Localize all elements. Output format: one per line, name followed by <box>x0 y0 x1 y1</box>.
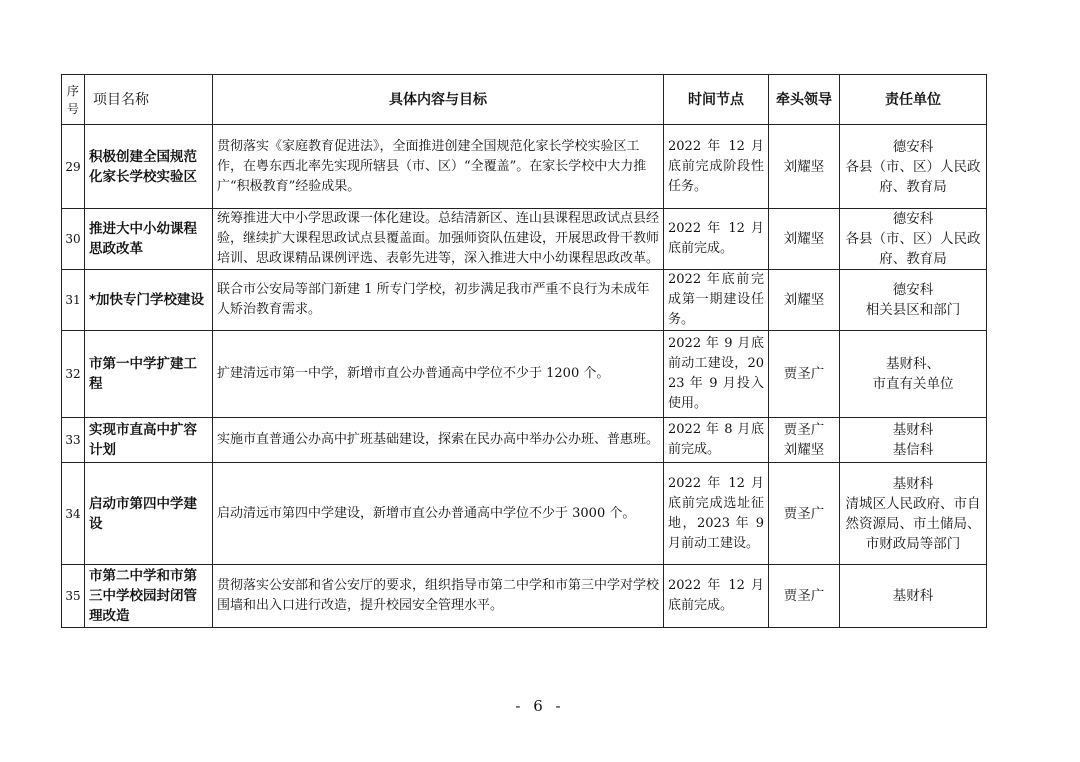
time-node: 2022 年底前完成第一期建设任务。 <box>664 270 769 331</box>
table-row <box>62 209 987 270</box>
project-name: 推进大中小幼课程思政改革 <box>85 209 213 270</box>
project-name: 积极创建全国规范化家长学校实验区 <box>85 125 213 209</box>
responsible-unit: 基财科 清城区人民政府、市自然资源局、市土储局、市财政局等部门 <box>840 463 987 565</box>
lead-leader: 贾圣广 <box>769 331 840 418</box>
project-name: 实现市直高中扩容计划 <box>85 418 213 463</box>
lead-leader: 刘耀坚 <box>769 125 840 209</box>
responsible-unit: 德安科 相关县区和部门 <box>840 270 987 331</box>
project-name: *加快专门学校建设 <box>85 270 213 331</box>
lead-leader: 贾圣广 刘耀坚 <box>769 418 840 463</box>
responsible-unit: 基财科 <box>840 565 987 628</box>
row-number: 35 <box>62 565 85 628</box>
project-name: 市第一中学扩建工程 <box>85 331 213 418</box>
header-name: 项目名称 <box>85 75 213 125</box>
project-name: 市第二中学和市第三中学校园封闭管理改造 <box>85 565 213 628</box>
table-row <box>62 565 987 628</box>
responsible-unit: 基财科、 市直有关单位 <box>840 331 987 418</box>
content-goal: 统筹推进大中小学思政课一体化建设。总结清新区、连山县课程思政试点县经验，继续扩大课程思政试点县覆盖面。加强师资队伍建设，开展思政骨干教师培训、思政课精品课例评选、表彰先进等，深入推进大中小幼课程思政改革。 <box>213 209 664 270</box>
responsible-unit: 德安科 各县（市、区）人民政府、教育局 <box>840 125 987 209</box>
table-row <box>62 270 987 331</box>
header-no: 序号 <box>62 75 85 125</box>
page-number: - 6 - <box>515 697 565 715</box>
row-number: 30 <box>62 209 85 270</box>
lead-leader: 刘耀坚 <box>769 270 840 331</box>
project-name: 启动市第四中学建设 <box>85 463 213 565</box>
row-number: 33 <box>62 418 85 463</box>
row-number: 34 <box>62 463 85 565</box>
table-row <box>62 418 987 463</box>
responsible-unit: 基财科 基信科 <box>840 418 987 463</box>
task-table <box>61 74 987 628</box>
row-number: 32 <box>62 331 85 418</box>
time-node: 2022 年 8 月底前完成。 <box>664 418 769 463</box>
table-row <box>62 125 987 209</box>
content-goal: 启动清远市第四中学建设，新增市直公办普通高中学位不少于 3000 个。 <box>213 463 664 565</box>
time-node: 2022 年 12 月底前完成选址征地，2023 年 9 月前动工建设。 <box>664 463 769 565</box>
content-goal: 实施市直普通公办高中扩班基础建设，探索在民办高中举办公办班、普惠班。 <box>213 418 664 463</box>
header-content: 具体内容与目标 <box>213 75 664 125</box>
time-node: 2022 年 12 月底前完成阶段性任务。 <box>664 125 769 209</box>
content-goal: 贯彻落实《家庭教育促进法》，全面推进创建全国规范化家长学校实验区工作，在粤东西北率先实现所辖县（市、区）“全覆盖”。在家长学校中大力推广“积极教育”经验成果。 <box>213 125 664 209</box>
lead-leader: 刘耀坚 <box>769 209 840 270</box>
header-time: 时间节点 <box>664 75 769 125</box>
content-goal: 扩建清远市第一中学，新增市直公办普通高中学位不少于 1200 个。 <box>213 331 664 418</box>
time-node: 2022 年 9 月底前动工建设，2023 年 9 月投入使用。 <box>664 331 769 418</box>
header-row <box>62 75 987 125</box>
row-number: 31 <box>62 270 85 331</box>
time-node: 2022 年 12 月底前完成。 <box>664 209 769 270</box>
lead-leader: 贾圣广 <box>769 463 840 565</box>
time-node: 2022 年 12 月底前完成。 <box>664 565 769 628</box>
content-goal: 联合市公安局等部门新建 1 所专门学校，初步满足我市严重不良行为未成年人矫治教育需求。 <box>213 270 664 331</box>
header-unit: 责任单位 <box>840 75 987 125</box>
header-lead: 牵头领导 <box>769 75 840 125</box>
content-goal: 贯彻落实公安部和省公安厅的要求，组织指导市第二中学和市第三中学对学校围墙和出入口进行改造，提升校园安全管理水平。 <box>213 565 664 628</box>
responsible-unit: 德安科 各县（市、区）人民政府、教育局 <box>840 209 987 270</box>
row-number: 29 <box>62 125 85 209</box>
table-row <box>62 331 987 418</box>
table-row <box>62 463 987 565</box>
lead-leader: 贾圣广 <box>769 565 840 628</box>
